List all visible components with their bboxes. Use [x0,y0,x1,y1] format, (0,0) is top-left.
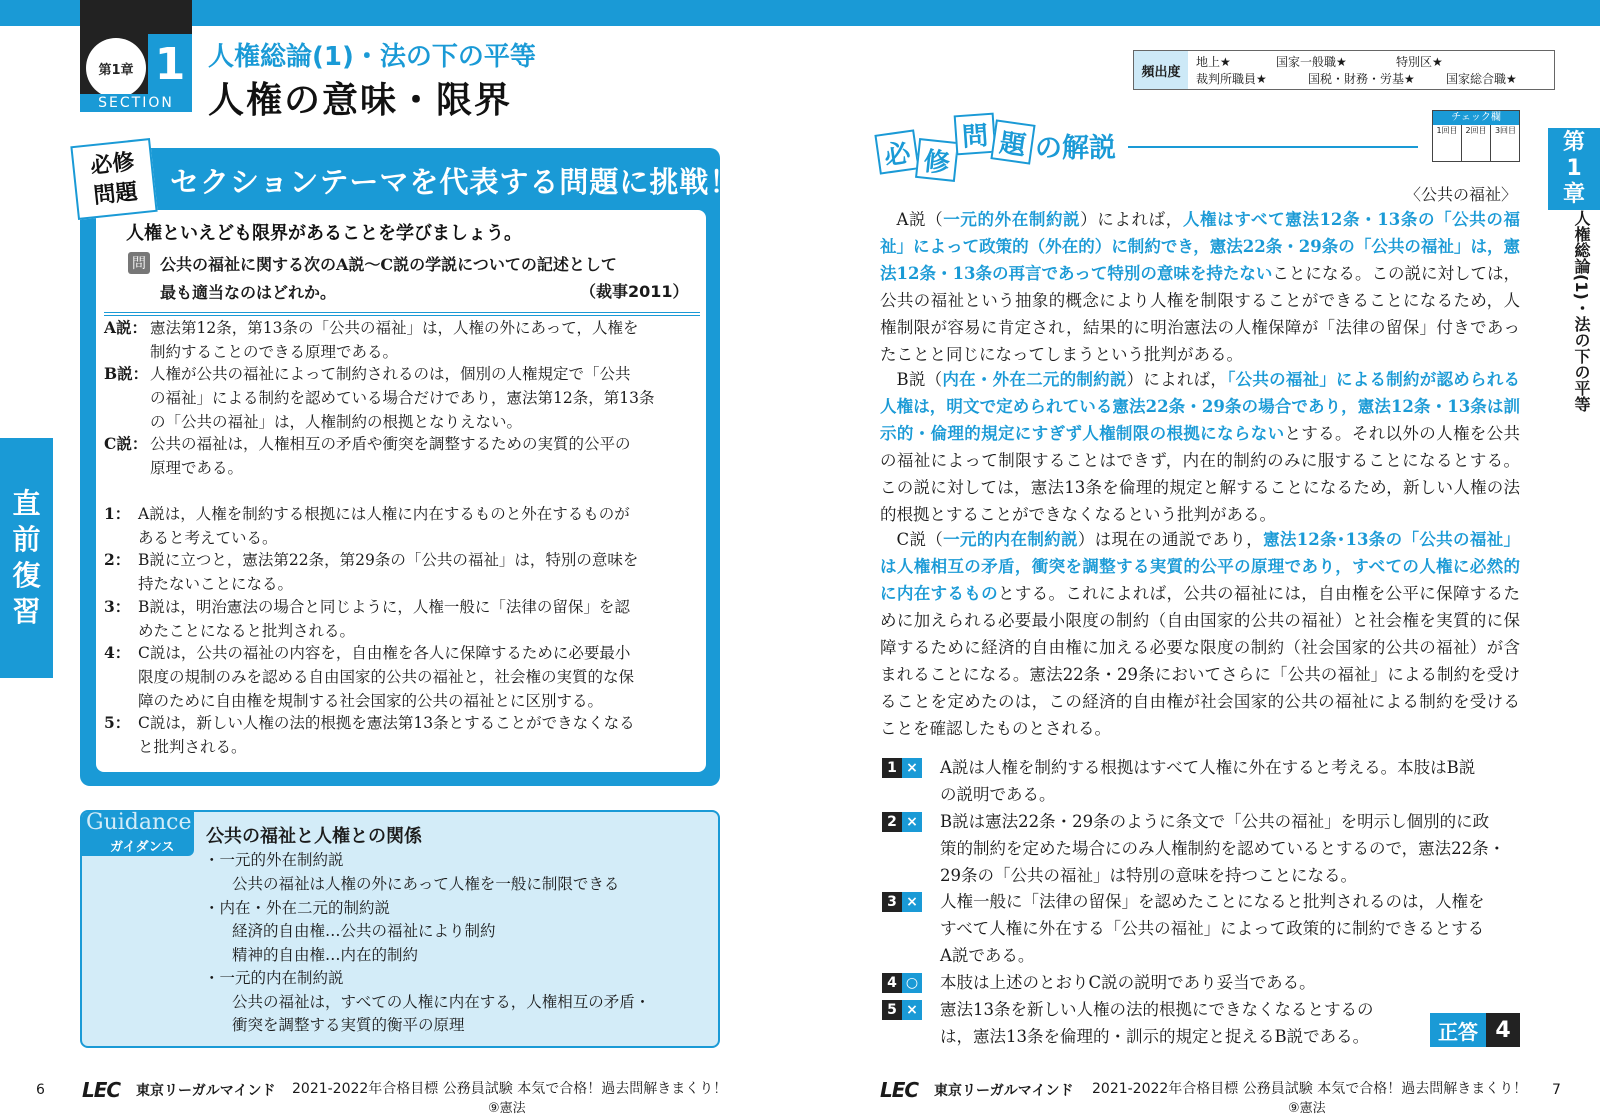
footer-title: 2021-2022年合格目標 公務員試験 本気で合格！過去問解きまくり！ [292,1081,728,1097]
theory-line: 原理である。 [150,459,244,477]
frequency-item: 地上★ [1196,55,1231,69]
guidance-line: 衝突を調整する実質的衡平の原理 [232,1016,465,1034]
check-column[interactable]: 3回目 [1494,126,1517,135]
answer-number: 2 [882,812,902,832]
answer-line: 29条の「公共の福祉」は特別の意味を持つことになる。 [940,866,1357,885]
answer-text [940,969,1520,996]
option-4 [104,641,704,713]
answer-text [940,754,1520,808]
theory-label: A説： [104,318,148,337]
frequency-label: 頻出度 [1134,51,1188,89]
hisshu-badge [70,138,157,220]
guidance-line: 経済的自由権…公共の福祉により制約 [232,922,496,940]
paragraph-c [880,526,1520,742]
answer-number: 3 [882,892,902,912]
theory-label: C説： [104,434,148,453]
footer-company: 東京リーガルマインド [136,1083,276,1099]
correct-answer-value: 4 [1486,1013,1520,1047]
question-line-2: 最も適当なのはどれか。 [160,283,337,302]
side-tab-char: 直 [12,487,41,520]
kaisetsu-rule [1128,146,1418,148]
text-span: ）によれば， [1080,210,1183,229]
option-number: 3： [104,597,131,616]
answer-mark: × [902,1000,922,1020]
side-tab-char: 1 [1566,156,1582,181]
answer-number: 5 [882,1000,902,1020]
theory-c [104,432,704,480]
footer-company: 東京リーガルマインド [934,1083,1074,1099]
theory-b [104,362,704,434]
option-line: B説は，明治憲法の場合と同じように，人権一般に「法律の留保」を認 [138,598,630,616]
kaisetsu-char: 修 [915,138,959,182]
text-span: B説（ [896,370,943,389]
question-source: （裁事2011） [580,282,689,301]
text-span-highlight: 内在・外在二元的制約説 [942,370,1127,389]
section-subtitle: 人権総論(1)・法の下の平等 [208,42,536,72]
answer-mark: × [902,812,922,832]
option-line: 持たないことになる。 [138,575,294,593]
option-line: C説は，新しい人権の法的根拠を憲法第13条とすることができなくなる [138,714,635,732]
footer-subtitle: ⑨憲法 [1288,1101,1326,1116]
chapter-label: 第1章 [86,38,146,98]
correct-answer-box [1430,1013,1520,1047]
side-tab-right [1548,128,1600,210]
answer-number: 1 [882,758,902,778]
option-5 [104,711,704,759]
side-tab-char: 章 [1562,182,1585,207]
frequency-item: 特別区★ [1396,55,1443,69]
question-icon: 問 [128,252,150,274]
check-column[interactable]: 1回目 [1433,125,1462,161]
frequency-item: 国家一般職★ [1276,55,1347,69]
guidance-line: 精神的自由権…内在的制約 [232,946,419,964]
option-line: B説に立つと，憲法第22条，第29条の「公共の福祉」は，特別の意味を [138,551,639,569]
option-line: と批判される。 [138,738,247,756]
footer-logo: LEC [82,1078,121,1102]
paragraph-b [880,366,1520,528]
answer-line: A説である。 [940,946,1035,965]
frequency-item: 国家総合職★ [1446,72,1517,86]
answer-text [940,808,1520,889]
page-number-right: 7 [1552,1082,1561,1098]
section-heading: 〈公共の福祉〉 [1405,185,1518,204]
frequency-item: 裁判所職員★ [1196,72,1267,86]
side-tab-char: 習 [12,595,41,628]
option-line: A説は，人権を制約する根拠には人権に内在するものと外在するものが [138,505,630,523]
answer-text [940,996,1410,1050]
option-line: C説は，公共の福祉の内容を，自由権を各人に保障するために必要最小 [138,644,631,662]
answer-line: A説は人権を制約する根拠はすべて人権に外在すると考える。本肢はB説 [940,758,1476,777]
guidance-logo-en: Guidance [86,810,192,835]
page-number-left: 6 [36,1082,45,1098]
badge-line-2: 問題 [92,179,139,210]
answer-number: 4 [882,973,902,993]
question-line-1: 公共の福祉に関する次のA説～C説の学説についての記述として [160,255,617,274]
theory-a [104,316,704,364]
frequency-item: 国税・財務・労基★ [1308,72,1415,86]
section-title: 人権の意味・限界 [208,80,513,121]
answer-icon [882,1000,922,1020]
guidance-line: ・一元的内在制約説 [204,969,344,987]
side-tab-char: 前 [12,523,41,556]
text-span: とする。これによれば，公共の福祉には，自由権を公平に保障するために加えられる必要最小限度の制約（自由国家的公共の福祉）と社会権を実質的に保障するために経済的自由権に加える必要な限度の制約（社会国家的公共の福祉）が含まれることになる。憲法22条・29条においてさらに「公共の福祉」による制約を受けることを定めたのは，この経済的自由権が社会国家的公共の福祉による制約を受けることを確認したものとされる。 [880,584,1521,738]
theory-line: の「公共の福祉」は，人権制約の根拠となりえない。 [150,413,523,431]
guidance-title: 公共の福祉と人権との関係 [206,826,422,847]
option-line: めたことになると批判される。 [138,622,356,640]
kaisetsu-suffix: の解説 [1035,133,1116,164]
option-2 [104,548,704,596]
option-number: 1： [104,504,131,523]
option-1 [104,502,704,550]
answer-icon [882,892,922,912]
guidance-line: ・一元的外在制約説 [204,851,344,869]
side-tab-char: 第 [1562,130,1585,155]
guidance-line: 公共の福祉は，すべての人権に内在する，人権相互の矛盾・ [232,993,651,1011]
text-span: とする。それ以外の人権を公共の福祉によって制限することはできず，内在的制約のみに服することになるとする。この説に対しては，憲法13条を倫理的規定と解することになるため，新しい人権の法的根拠とすることができなくなるという批判がある。 [880,424,1521,524]
answer-text [940,888,1520,969]
kaisetsu-char: 問 [954,113,997,156]
text-span: C説（ [896,530,944,549]
text-span-highlight: 一元的外在制約説 [943,210,1081,229]
option-number: 5： [104,713,131,732]
guidance-line: 公共の福祉は人権の外にあって人権を一般に制限できる [232,875,620,893]
footer-subtitle: ⑨憲法 [488,1101,526,1116]
guidance-logo-jp: ガイダンス [110,840,175,855]
challenge-title: セクションテーマを代表する問題に挑戦！ [170,165,740,199]
section-label: SECTION [80,94,192,112]
answer-mark: × [902,758,922,778]
text-span: ）は現在の通説であり， [1077,530,1264,549]
answer-line: 憲法13条を新しい人権の法的根拠にできなくなるとするの [940,1000,1374,1019]
side-tab-text: 人権総論(1)・法の下の平等 [1572,210,1591,412]
option-line: あると考えている。 [138,529,278,547]
text-span-highlight: 「公共の福祉」による制約が認められる人権は，明文で定められている憲法22条・29条の場合であり，憲法12条・13条は訓示的・倫理的規定にすぎず人権制限の根拠にならない [880,370,1521,443]
answer-icon [882,758,922,778]
answer-icon [882,973,922,993]
text-span: ）によれば， [1126,370,1228,389]
kaisetsu-char: 必 [874,129,919,174]
theory-line: 制約することのできる原理である。 [150,343,399,361]
theory-label: B説： [104,364,149,383]
text-span-highlight: 一元的内在制約説 [943,530,1078,549]
text-span-highlight: 憲法12条･13条の「公共の福祉」は人権相互の矛盾，衝突を調整する実質的公平の原理であり，すべての人権に必然的に内在するもの [880,530,1521,603]
answer-line: 本肢は上述のとおりC説の説明であり妥当である。 [940,973,1316,992]
answer-mark: × [902,892,922,912]
option-line: 障のために自由権を規制する社会国家的公共の福祉とに区別する。 [138,692,604,710]
text-span: A説（ [896,210,944,229]
paragraph-a [880,206,1520,368]
correct-answer-label: 正答 [1430,1013,1486,1047]
check-title: チェック欄 [1433,111,1519,125]
theory-line: 人権が公共の福祉によって制約されるのは，個別の人権規定で「公共 [150,365,631,383]
answer-mark: ○ [902,973,922,993]
side-tab-char: 復 [12,559,41,592]
option-3 [104,595,704,643]
answer-line: の説明である。 [940,785,1056,804]
footer-title: 2021-2022年合格目標 公務員試験 本気で合格！過去問解きまくり！ [1092,1081,1528,1097]
text-span-highlight: 人権はすべて憲法12条・13条の「公共の福祉」によって政策的（外在的）に制約でき，憲法22条・29条の「公共の福祉」は，憲法12条・13条の再言であって特別の意味を持たない [880,210,1521,283]
answer-line: B説は憲法22条・29条のように条文で「公共の福祉」を明示し個別的に政 [940,812,1490,831]
answer-line: すべて人権に外在する「公共の福祉」によって政策的に制約できるとする [940,919,1485,938]
theory-line: 公共の福祉は，人権相互の矛盾や衝突を調整するための実質的公平の [150,435,631,453]
theory-line: 憲法第12条，第13条の「公共の福祉」は，人権の外にあって，人権を [150,319,639,337]
top-band [0,0,1600,26]
answer-line: は，憲法13条を倫理的・訓示的規定と捉えるB説である。 [940,1027,1370,1046]
lead-text: 人権といえども限界があることを学びましょう。 [126,223,522,244]
answer-line: 人権一般に「法律の留保」を認めたことになると批判されるのは，人権を [940,892,1485,911]
badge-line-1: 必修 [89,149,136,180]
text-span: ことになる。この説に対しては，公共の福祉という抽象的概念により人権を制限することができることになるため，人権制限が容易に肯定され，結果的に明治憲法の人権保障が「法律の留保」付きであったことと同じになってしまうという批判がある。 [880,264,1520,364]
footer-logo: LEC [880,1078,919,1102]
guidance-line: ・内在・外在二元的制約説 [204,899,391,917]
option-line: 限度の規制のみを認める自由国家的公共の福祉と，社会権の実質的な保 [138,668,635,686]
kaisetsu-char: 題 [990,119,1035,164]
answer-icon [882,812,922,832]
option-number: 2： [104,550,131,569]
theory-line: の福祉」による制約を認めている場合だけであり，憲法第12条，第13条 [150,389,655,407]
section-number: 1 [148,34,192,94]
side-tab-left [0,438,53,678]
option-number: 4： [104,643,131,662]
answer-line: 策的制約を定めた場合にのみ人権制約を認めているとするので，憲法22条・ [940,839,1506,858]
check-column[interactable]: 2回目 [1462,125,1491,161]
